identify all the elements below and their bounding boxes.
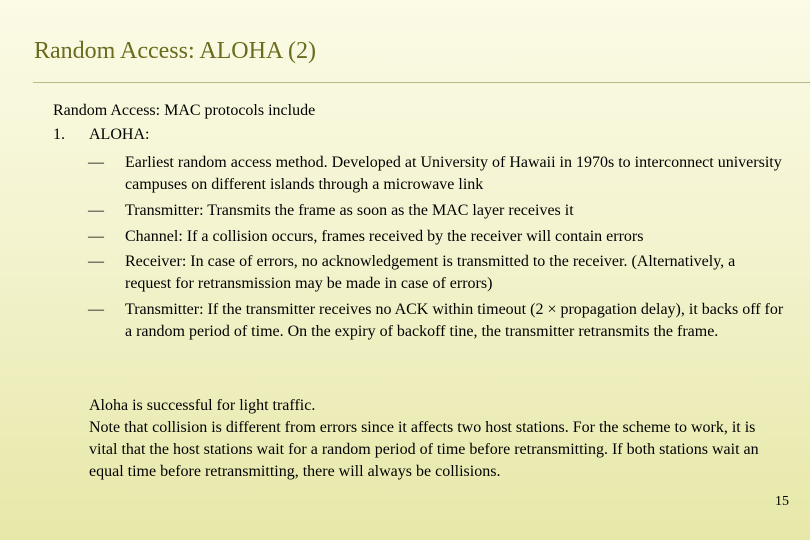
bullet-item: Channel: If a collision occurs, frames received by the receiver will contain errors: [125, 228, 644, 245]
title-divider: [33, 82, 810, 83]
bullet-dash: —: [88, 202, 104, 219]
note-light-traffic: Aloha is successful for light traffic.: [89, 397, 316, 414]
list-heading: ALOHA:: [89, 126, 150, 143]
bullet-dash: —: [88, 228, 104, 245]
slide-title: Random Access: ALOHA (2): [34, 38, 316, 64]
note-collision: Note that collision is different from errors since it affects two host stations. For the scheme to work, it is vital that the host stations wait for a random period of time before retransmitting. If both stations wait an equal time before retransmitting, there will always be collisions.: [89, 419, 759, 480]
bullet-dash: —: [88, 154, 104, 171]
notes-block: [89, 395, 779, 483]
bullet-item: Transmitter: If the transmitter receives no ACK within timeout (2 × propagation delay), it backs off for a random period of time. On the expiry of backoff tine, the transmitter retransmits the frame.: [125, 301, 784, 340]
bullet-dash: —: [88, 253, 104, 270]
bullet-item: Receiver: In case of errors, no acknowledgement is transmitted to the receiver. (Alternatively, a request for retransmission may be made in case of errors): [125, 253, 736, 292]
bullet-item: Transmitter: Transmits the frame as soon as the MAC layer receives it: [125, 202, 574, 219]
intro-text: Random Access: MAC protocols include: [53, 102, 316, 119]
bullet-item: Earliest random access method. Developed at University of Hawaii in 1970s to interconnect university campuses on different islands through a microwave link: [125, 154, 782, 193]
bullet-dash: —: [88, 301, 104, 318]
page-number: 15: [775, 494, 789, 509]
list-number: 1.: [53, 126, 65, 143]
